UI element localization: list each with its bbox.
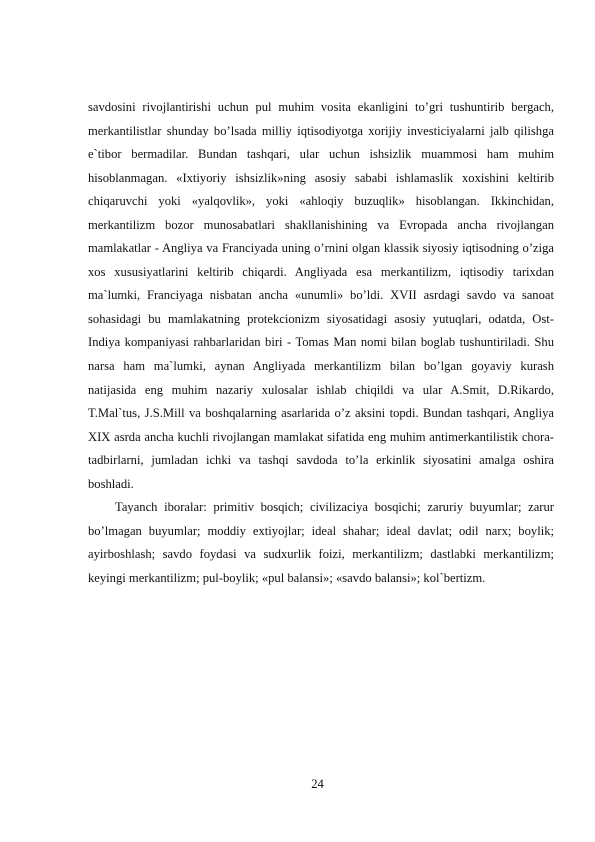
page-number: 24 — [311, 777, 324, 791]
paragraph-main: savdosini rivojlantirishi uchun pul muhim vosita ekanligini to’gri tushuntirib bergach, merkantilistlar shunday bo’lsada milliy iqtisodiyotga xorijiy investiciyalarni jalb qilishga e`tibor bermadilar. Bundan tashqari, ular uchun ishsizlik muammosi ham muhim hisoblanmagan. «Ixtiyoriy ishsizlik»ning asosiy sababi ishlamaslik xoxishini keltirib chiqaruvchi yoki «yalqovlik», yoki «ahloqiy buzuqlik» hisoblangan. Ikkinchidan, merkantilizm bozor munosabatlari shakllanishining va Evropada ancha rivojlangan mamlakatlar - Angliya va Franciyada uning o’rnini olgan klassik siyosiy iqtisodning o’ziga xos xususiyatlarini keltirib chiqardi. Angliyada esa merkantilizm, iqtisodiy tarixdan ma`lumki, Franciyaga nisbatan ancha «unumli» bo’ldi. XVII asrdagi savdo va sanoat sohasidagi bu mamlakatning protekcionizm siyosatidagi asosiy yutuqlari, odatda, Ost-Indiya kompaniyasi rahbarlaridan biri - Tomas Man nomi bilan boglab tushuntiriladi. Shu narsa ham ma`lumki, aynan Angliyada merkantilizm bilan bo’lgan goyaviy kurash natijasida eng muhim nazariy xulosalar ishlab chiqildi va ular A.Smit, D.Rikardo, T.Mal`tus, J.S.Mill va boshqalarning asarlarida o’z aksini topdi. Bundan tashqari, Angliya XIX asrda ancha kuchli rivojlangan mamlakat sifatida eng muhim antimerkantilistik chora-tadbirlarni, jumladan ichki va tashqi savdoda to’la erkinlik siyosatini amalga oshira boshladi. — [88, 100, 554, 491]
paragraph-key-terms: Tayanch iboralar: primitiv bosqich; civilizaciya bosqichi; zaruriy buyumlar; zarur bo’lmagan buyumlar; moddiy extiyojlar; ideal shahar; ideal davlat; odil narx; boylik; ayirboshlash; savdo foydasi va sudxurlik foizi, merkantilizm; dastlabki merkantilizm; keyingi merkantilizm; pul-boylik; «pul balansi»; «savdo balansi»; kol`bertizm. — [88, 500, 554, 585]
body-text — [88, 96, 554, 590]
